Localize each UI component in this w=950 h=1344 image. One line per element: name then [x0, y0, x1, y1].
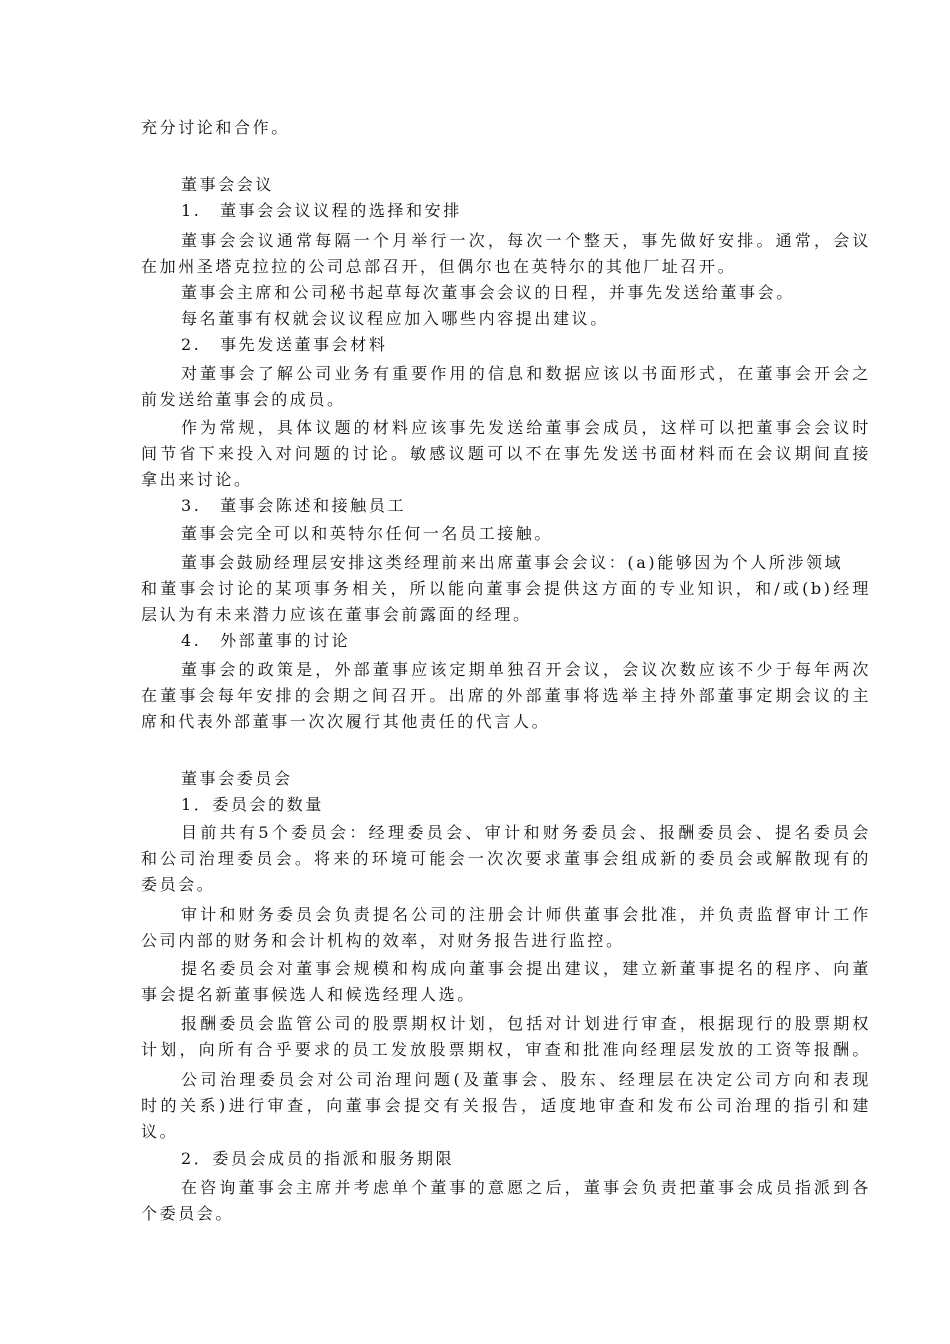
item-title-committee-assignment: 2．委员会成员的指派和服务期限 [181, 1149, 455, 1168]
paragraph-line: 在董事会每年安排的会期之间召开。出席的外部董事将选举主持外部董事定期会议的主 [141, 686, 871, 705]
paragraph-line: 董事会鼓励经理层安排这类经理前来出席董事会会议：(a)能够因为个人所涉领域 [181, 553, 844, 572]
paragraph-line: 公司内部的财务和会计机构的效率，对财务报告进行监控。 [141, 931, 625, 950]
section-heading-committees: 董事会委员会 [181, 769, 293, 788]
paragraph-line: 董事会完全可以和英特尔任何一名员工接触。 [181, 524, 554, 543]
paragraph-line: 事会提名新董事候选人和候选经理人选。 [141, 985, 476, 1004]
paragraph-line: 董事会会议通常每隔一个月举行一次，每次一个整天，事先做好安排。通常，会议 [181, 231, 871, 250]
item-title-outside-directors: 4. 外部董事的讨论 [181, 631, 351, 650]
paragraph-line: 审计和财务委员会负责提名公司的注册会计师供董事会批准，并负责监督审计工作 [181, 905, 871, 924]
paragraph-line: 拿出来讨论。 [141, 470, 253, 489]
item-title-committee-count: 1．委员会的数量 [181, 795, 324, 814]
paragraph-line: 和董事会讨论的某项事务相关，所以能向董事会提供这方面的专业知识，和/或(b)经理 [141, 579, 871, 598]
item-title-staff-access: 3. 董事会陈述和接触员工 [181, 496, 407, 515]
paragraph-line: 间节省下来投入对问题的讨论。敏感议题可以不在事先发送书面材料而在会议期间直接 [141, 444, 871, 463]
paragraph-line: 每名董事有权就会议议程应加入哪些内容提出建议。 [181, 309, 609, 328]
paragraph-line: 董事会的政策是，外部董事应该定期单独召开会议，会议次数应该不少于每年两次 [181, 660, 871, 679]
paragraph-line: 报酬委员会监管公司的股票期权计划，包括对计划进行审查，根据现行的股票期权 [181, 1014, 871, 1033]
paragraph-line: 目前共有5个委员会：经理委员会、审计和财务委员会、报酬委员会、提名委员会 [181, 823, 871, 842]
paragraph-line: 层认为有未来潜力应该在董事会前露面的经理。 [141, 605, 532, 624]
paragraph-line: 个委员会。 [141, 1204, 235, 1223]
paragraph-line: 在咨询董事会主席并考虑单个董事的意愿之后，董事会负责把董事会成员指派到各 [181, 1178, 871, 1197]
paragraph-line: 公司治理委员会对公司治理问题(及董事会、股东、经理层在决定公司方向和表现 [181, 1070, 871, 1089]
section-heading-meetings: 董事会会议 [181, 175, 275, 194]
paragraph-line: 委员会。 [141, 875, 216, 894]
paragraph-line: 作为常规，具体议题的材料应该事先发送给董事会成员，这样可以把董事会会议时 [181, 418, 871, 437]
paragraph-line: 和公司治理委员会。将来的环境可能会一次次要求董事会组成新的委员会或解散现有的 [141, 849, 871, 868]
intro-paragraph-tail: 充分讨论和合作。 [141, 118, 290, 137]
paragraph-line: 计划，向所有合乎要求的员工发放股票期权，审查和批准向经理层发放的工资等报酬。 [141, 1040, 871, 1059]
paragraph-line: 议。 [141, 1122, 179, 1141]
paragraph-line: 席和代表外部董事一次次履行其他责任的代言人。 [141, 712, 551, 731]
paragraph-line: 时的关系)进行审查，向董事会提交有关报告，适度地审查和发布公司治理的指引和建 [141, 1096, 871, 1115]
paragraph-line: 提名委员会对董事会规模和构成向董事会提出建议，建立新董事提名的程序、向董 [181, 959, 871, 978]
paragraph-line: 在加州圣塔克拉拉的公司总部召开，但偶尔也在英特尔的其他厂址召开。 [141, 257, 737, 276]
item-title-agenda: 1. 董事会会议议程的选择和安排 [181, 201, 462, 220]
paragraph-line: 前发送给董事会的成员。 [141, 390, 346, 409]
paragraph-line: 董事会主席和公司秘书起草每次董事会会议的日程，并事先发送给董事会。 [181, 283, 795, 302]
item-title-materials: 2. 事先发送董事会材料 [181, 335, 388, 354]
paragraph-line: 对董事会了解公司业务有重要作用的信息和数据应该以书面形式，在董事会开会之 [181, 364, 871, 383]
